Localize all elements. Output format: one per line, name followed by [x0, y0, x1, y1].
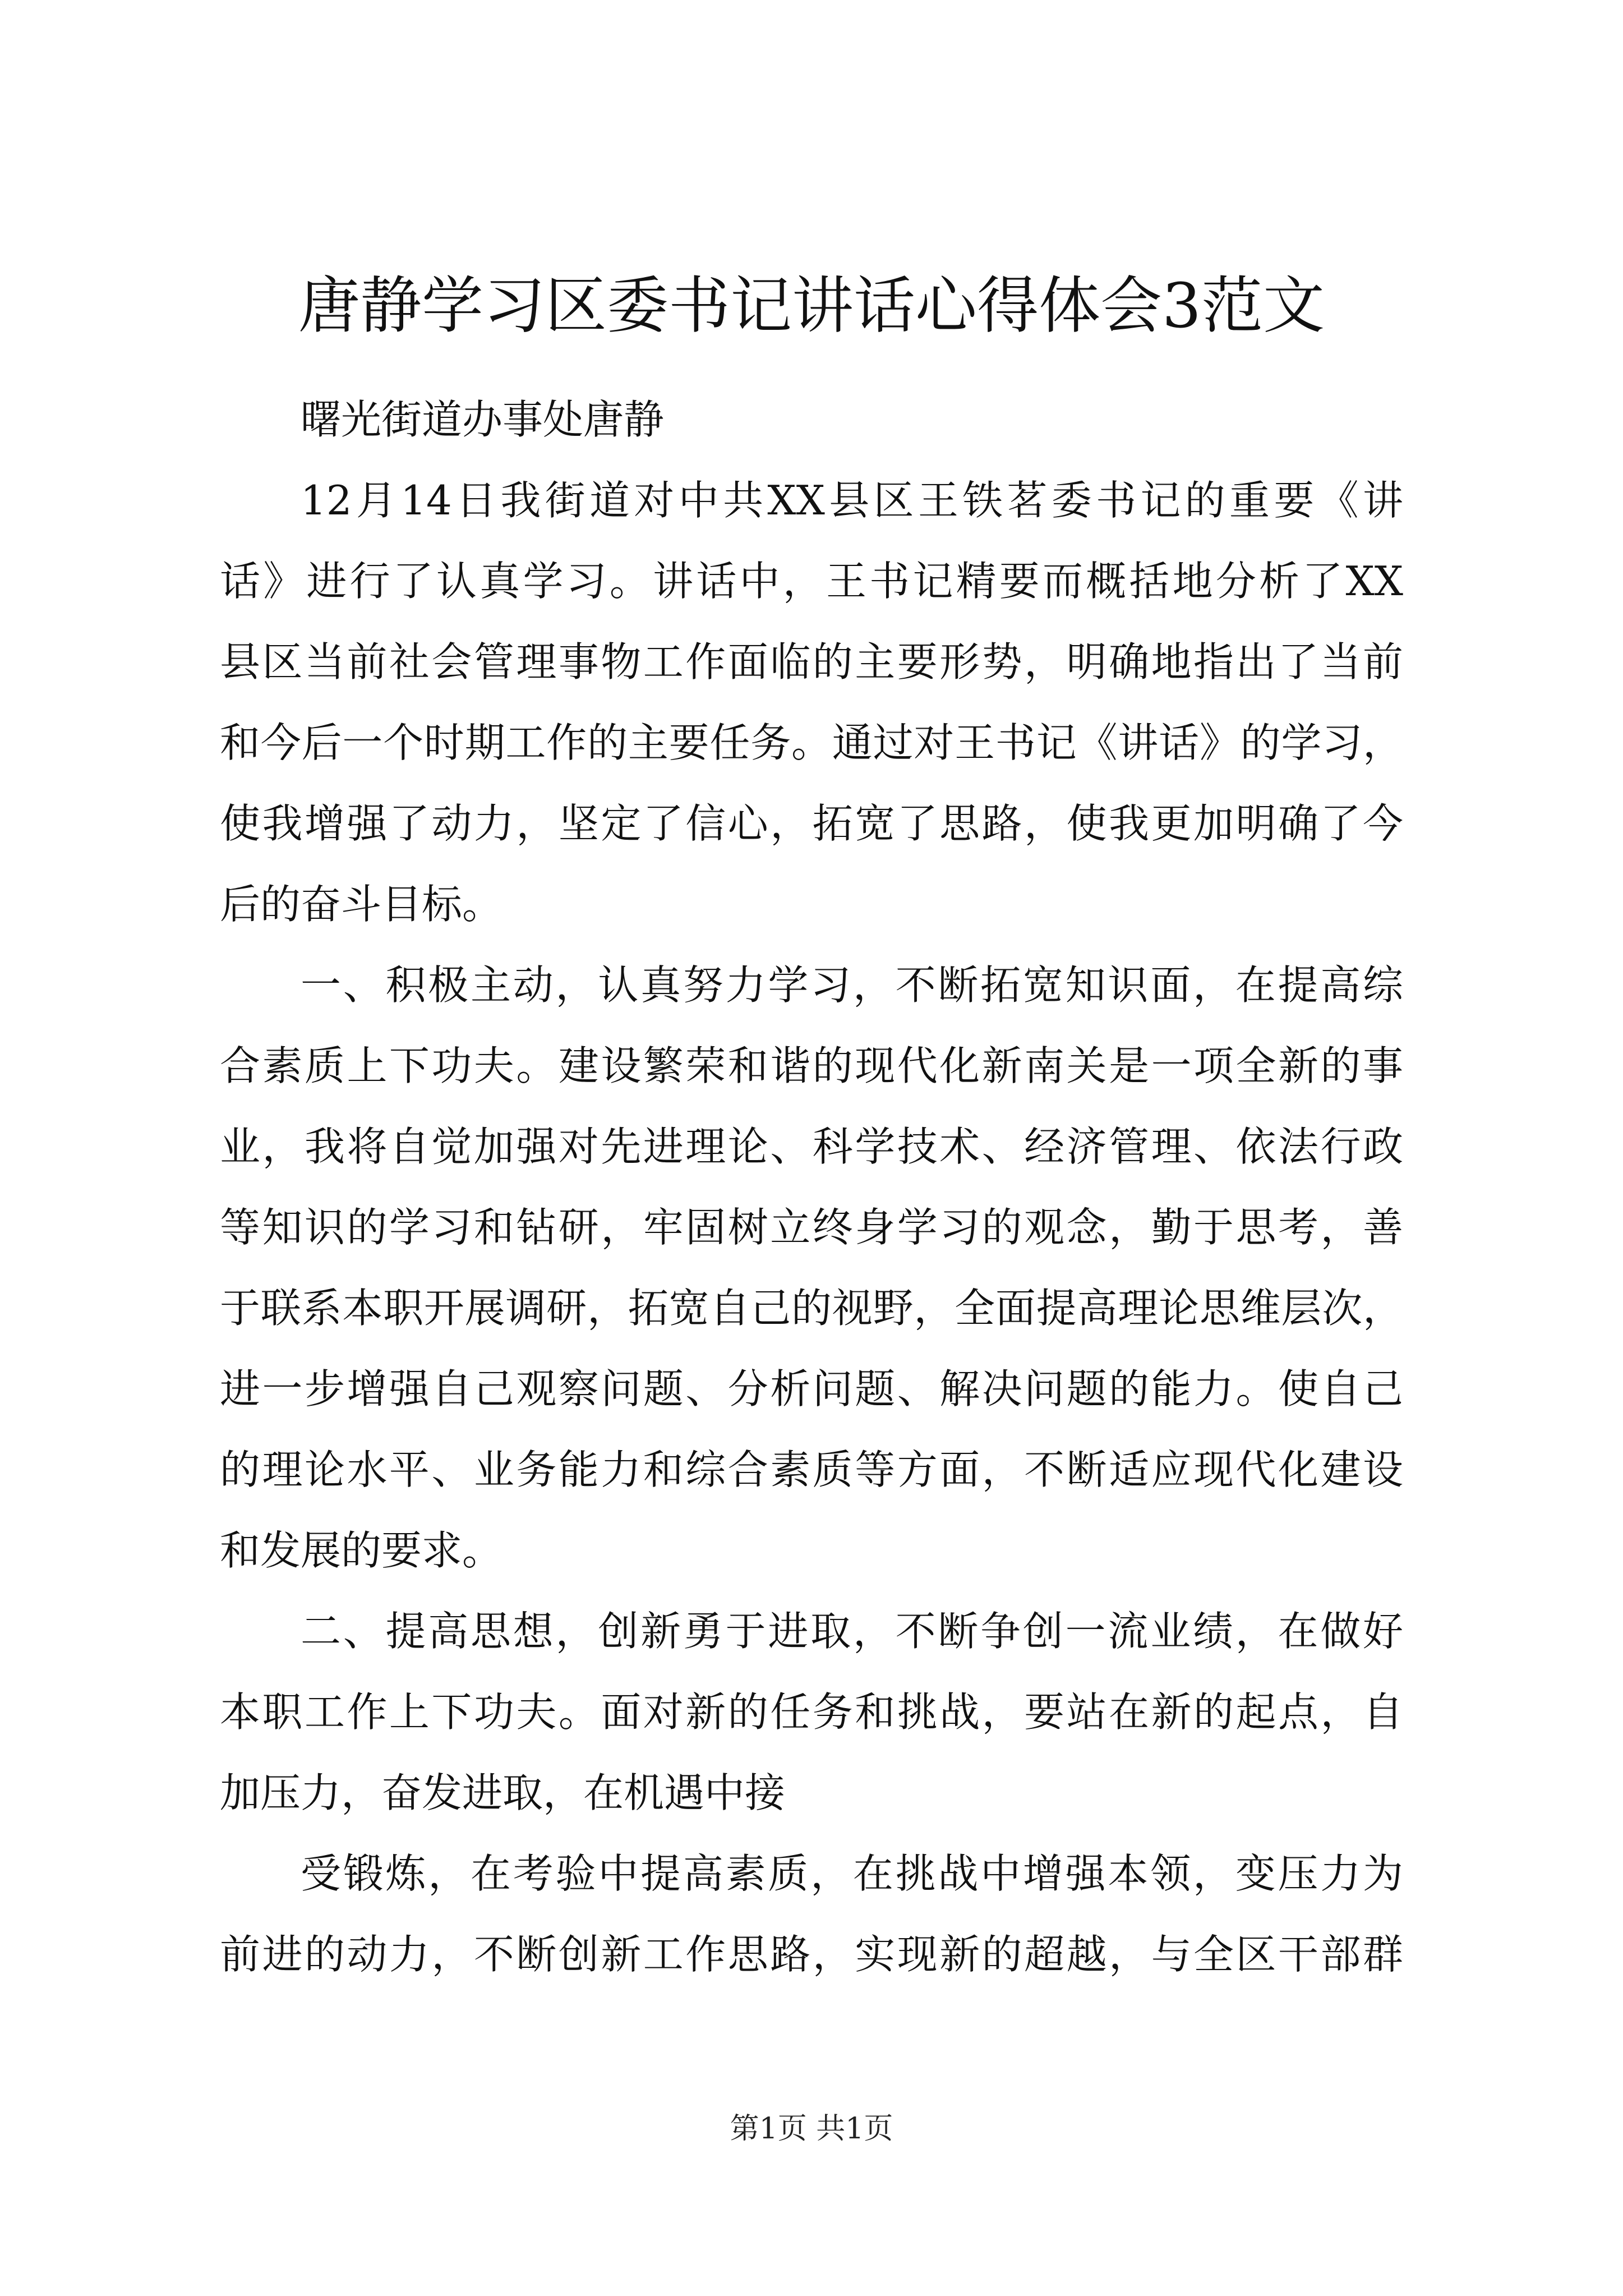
body-line: 受锻炼，在考验中提高素质，在挑战中增强本领，变压力为 — [301, 1850, 1403, 1897]
body-line: 和发展的要求。 — [220, 1527, 503, 1574]
document-title: 唐静学习区委书记讲话心得体会3范文 — [298, 270, 1325, 342]
page-footer: 第1页 共1页 — [730, 2112, 893, 2146]
body-line: 12月14日我街道对中共XX县区王铁茗委书记的重要《讲 — [301, 477, 1403, 524]
body-line: 话》进行了认真学习。讲话中，王书记精要而概括地分析了XX — [220, 558, 1403, 605]
body-line: 等知识的学习和钻研，牢固树立终身学习的观念，勤于思考，善 — [220, 1204, 1403, 1251]
body-line: 于联系本职开展调研，拓宽自己的视野，全面提高理论思维层次， — [220, 1285, 1403, 1332]
body-line: 进一步增强自己观察问题、分析问题、解决问题的能力。使自己 — [220, 1365, 1403, 1412]
body-line: 前进的动力，不断创新工作思路，实现新的超越，与全区干部群 — [220, 1931, 1403, 1978]
body-line: 合素质上下功夫。建设繁荣和谐的现代化新南关是一项全新的事 — [220, 1042, 1403, 1089]
body-line: 县区当前社会管理事物工作面临的主要形势，明确地指出了当前 — [220, 638, 1403, 685]
document-byline: 曙光街道办事处唐静 — [301, 396, 665, 443]
body-line: 后的奋斗目标。 — [220, 881, 503, 928]
body-line: 和今后一个时期工作的主要任务。通过对王书记《讲话》的学习， — [220, 719, 1403, 766]
body-line: 本职工作上下功夫。面对新的任务和挑战，要站在新的起点，自 — [220, 1688, 1403, 1736]
body-line: 一、积极主动，认真努力学习，不断拓宽知识面，在提高综 — [301, 961, 1403, 1009]
body-line: 二、提高思想，创新勇于进取，不断争创一流业绩，在做好 — [301, 1608, 1403, 1655]
body-line: 业，我将自觉加强对先进理论、科学技术、经济管理、依法行政 — [220, 1123, 1403, 1170]
body-line: 使我增强了动力，坚定了信心，拓宽了思路，使我更加明确了今 — [220, 800, 1403, 847]
body-line: 的理论水平、业务能力和综合素质等方面，不断适应现代化建设 — [220, 1446, 1403, 1493]
body-line: 加压力，奋发进取，在机遇中接 — [220, 1769, 786, 1816]
